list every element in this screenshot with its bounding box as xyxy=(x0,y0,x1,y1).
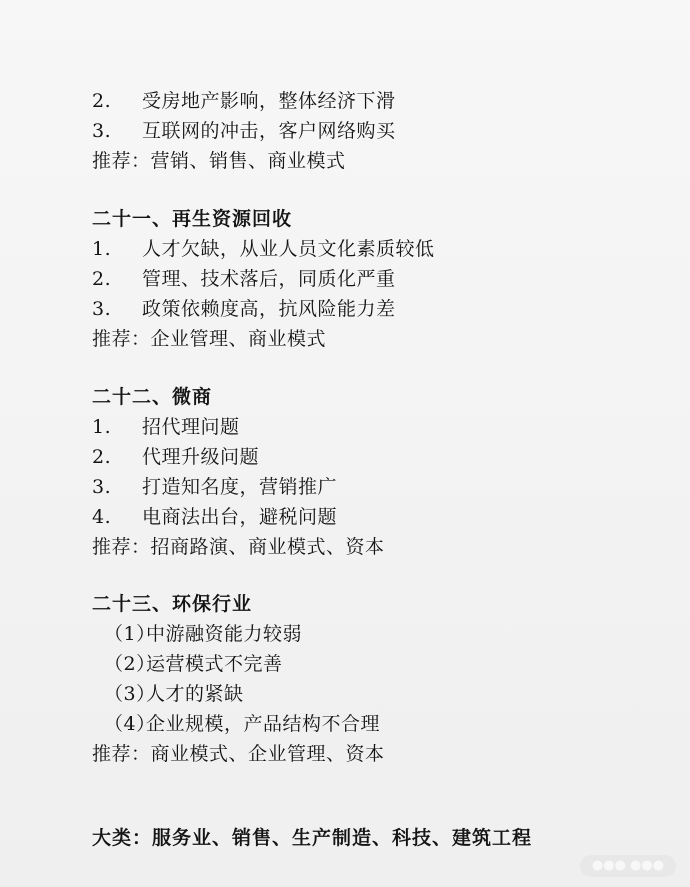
item-number: 3. xyxy=(92,298,112,320)
item-number: （4） xyxy=(104,713,156,735)
item-text: 招代理问题 xyxy=(142,416,240,438)
item-text: 电商法出台，避税问题 xyxy=(142,506,338,528)
section-title: 二十二、微商 xyxy=(92,386,213,408)
list-item xyxy=(92,297,396,321)
item-number: 1. xyxy=(92,416,112,438)
item-text: 受房地产影响，整体经济下滑 xyxy=(142,90,396,112)
recommendation-line: 推荐：企业管理、商业模式 xyxy=(92,328,327,350)
item-text: 政策依赖度高，抗风险能力差 xyxy=(142,298,396,320)
item-text: 互联网的冲击，客户网络购买 xyxy=(142,120,396,142)
list-item xyxy=(92,237,435,261)
item-number: 2. xyxy=(92,90,112,112)
section-title: 二十三、环保行业 xyxy=(92,593,253,615)
list-item xyxy=(92,267,396,291)
item-text: 运营模式不完善 xyxy=(146,653,283,675)
item-text: 代理升级问题 xyxy=(142,446,260,468)
summary-line: 大类：服务业、销售、生产制造、科技、建筑工程 xyxy=(92,827,533,849)
item-text: 人才的紧缺 xyxy=(146,683,244,705)
item-number: 3. xyxy=(92,120,112,142)
item-number: （1） xyxy=(104,623,156,645)
list-item xyxy=(92,682,244,706)
item-text: 中游融资能力较弱 xyxy=(146,623,303,645)
section-title: 二十一、再生资源回收 xyxy=(92,208,293,230)
list-item xyxy=(92,89,396,113)
item-number: 4. xyxy=(92,506,112,528)
item-number: （3） xyxy=(104,683,156,705)
list-item xyxy=(92,652,283,676)
item-number: 3. xyxy=(92,476,112,498)
list-item xyxy=(92,445,259,469)
recommendation-line: 推荐：招商路演、商业模式、资本 xyxy=(92,536,385,558)
recommendation-line: 推荐：营销、销售、商业模式 xyxy=(92,150,346,172)
list-item xyxy=(92,475,337,499)
watermark-overlay: ●●● ●●● xyxy=(580,855,676,877)
item-text: 打造知名度，营销推广 xyxy=(142,476,338,498)
list-item xyxy=(92,622,302,646)
list-item xyxy=(92,712,380,736)
item-number: 2. xyxy=(92,446,112,468)
list-item xyxy=(92,505,337,529)
recommendation-line: 推荐：商业模式、企业管理、资本 xyxy=(92,743,385,765)
item-text: 管理、技术落后，同质化严重 xyxy=(142,268,396,290)
item-number: 2. xyxy=(92,268,112,290)
list-item xyxy=(92,415,240,439)
item-text: 人才欠缺，从业人员文化素质较低 xyxy=(142,238,435,260)
list-item xyxy=(92,119,396,143)
item-number: （2） xyxy=(104,653,156,675)
item-text: 企业规模，产品结构不合理 xyxy=(146,713,381,735)
item-number: 1. xyxy=(92,238,112,260)
